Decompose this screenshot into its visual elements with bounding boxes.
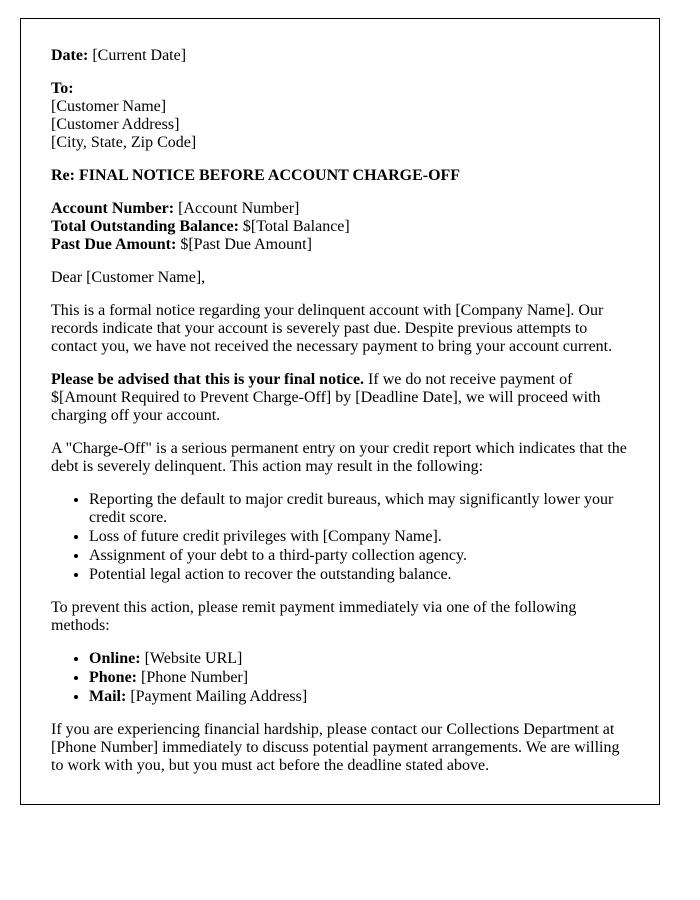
- account-number-label: Account Number:: [51, 200, 175, 217]
- date-value: [Current Date]: [92, 47, 187, 64]
- account-number-value: [Account Number]: [178, 200, 300, 217]
- date-line: [51, 47, 629, 65]
- final-notice-paragraph: [51, 371, 629, 425]
- past-due-label: Past Due Amount:: [51, 236, 177, 253]
- remit-paragraph: To prevent this action, please remit payment immediately via one of the following methods:: [51, 599, 577, 634]
- online-value: [Website URL]: [144, 650, 243, 667]
- payment-method-phone: [89, 669, 629, 687]
- phone-label: Phone:: [89, 669, 137, 686]
- consequence-item: • Loss of future credit privileges with [Company Name].: [89, 528, 629, 546]
- recipient-block: [51, 80, 629, 152]
- hardship-paragraph: If you are experiencing financial hardship, please contact our Collections Department at [Phone Number] immediately to discuss potential payment arrangements. We are willing to work with you, but you must act before the deadline stated above.: [51, 721, 620, 774]
- past-due-value: $[Past Due Amount]: [180, 236, 312, 253]
- recipient-city-state-zip: [City, State, Zip Code]: [51, 134, 197, 151]
- consequences-list: [51, 491, 629, 584]
- payment-method-online: [89, 650, 629, 668]
- intro-paragraph: This is a formal notice regarding your delinquent account with [Company Name]. Our records indicate that your account is severely past due. Despite previous attempts to contact you, we have not received the necessary payment to bring your account current.: [51, 302, 613, 355]
- online-label: Online:: [89, 650, 141, 667]
- account-number-line: [51, 200, 629, 218]
- salutation: Dear [Customer Name],: [51, 269, 206, 286]
- total-balance-value: $[Total Balance]: [242, 218, 350, 235]
- phone-value: [Phone Number]: [141, 669, 249, 686]
- account-details-block: [51, 200, 629, 254]
- mail-label: Mail:: [89, 688, 127, 705]
- consequence-item: • Potential legal action to recover the outstanding balance.: [89, 566, 629, 584]
- date-label: Date:: [51, 47, 89, 64]
- payment-method-mail: [89, 688, 629, 706]
- consequence-item: • Assignment of your debt to a third-party collection agency.: [89, 547, 629, 565]
- to-label: To:: [51, 80, 74, 97]
- final-notice-bold: Please be advised that this is your final notice.: [51, 371, 365, 388]
- recipient-address: [Customer Address]: [51, 116, 180, 133]
- past-due-line: [51, 236, 629, 254]
- consequence-item: • Reporting the default to major credit bureaus, which may significantly lower your credit score.: [89, 491, 629, 527]
- total-balance-line: [51, 218, 629, 236]
- mail-value: [Payment Mailing Address]: [130, 688, 308, 705]
- letter-page: [20, 18, 660, 805]
- total-balance-label: Total Outstanding Balance:: [51, 218, 239, 235]
- subject-line: Re: FINAL NOTICE BEFORE ACCOUNT CHARGE-OFF: [51, 167, 461, 184]
- chargeoff-paragraph: A "Charge-Off" is a serious permanent entry on your credit report which indicates that the debt is severely delinquent. This action may result in the following:: [51, 440, 627, 475]
- final-notice-rest: If we do not receive payment of $[Amount Required to Prevent Charge-Off] by [Deadline Date], we will proceed with charging off your account.: [51, 371, 601, 424]
- recipient-name: [Customer Name]: [51, 98, 167, 115]
- payment-methods-list: [51, 650, 629, 706]
